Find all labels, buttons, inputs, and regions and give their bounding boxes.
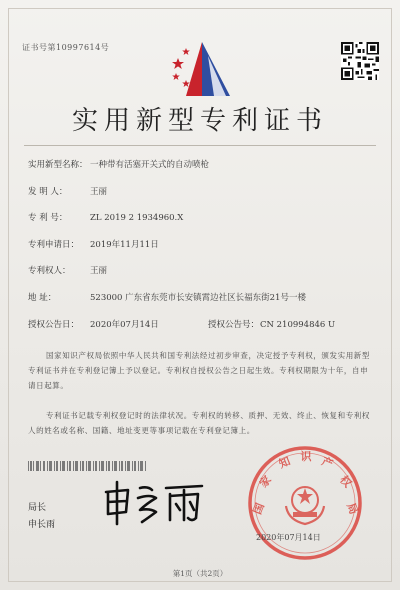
patent-number-value: ZL 2019 2 1934960.X xyxy=(90,213,184,223)
filing-date-row xyxy=(28,238,159,250)
patent-office-emblem-icon xyxy=(172,40,242,98)
certificate-title: 实用新型专利证书 xyxy=(71,106,328,136)
grant-date-label: 授权公告日： xyxy=(28,320,80,330)
svg-text:局: 局 xyxy=(344,501,361,517)
svg-text:识: 识 xyxy=(300,450,312,463)
address-value: 523000 广东省东莞市长安镇霄边社区长福东街21号一楼 xyxy=(90,293,306,303)
model-name-label: 实用新型名称： xyxy=(28,160,88,170)
filing-date-value: 2019年11月11日 xyxy=(90,240,159,250)
holder-row xyxy=(28,264,107,276)
grant-number-row xyxy=(208,318,335,330)
inventor-value: 王丽 xyxy=(90,187,108,197)
model-name-row xyxy=(28,158,209,170)
official-seal-icon xyxy=(246,444,364,562)
seal-date: 2020年07月14日 xyxy=(256,533,321,542)
barcode-strip xyxy=(28,461,148,471)
qr-code-icon xyxy=(341,42,379,80)
address-row xyxy=(28,291,306,303)
svg-text:权: 权 xyxy=(337,473,355,491)
address-label: 地 址： xyxy=(28,293,57,303)
svg-text:产: 产 xyxy=(319,454,335,471)
filing-date-label: 专利申请日： xyxy=(28,240,80,250)
svg-text:知: 知 xyxy=(277,454,293,471)
holder-label: 专利权人： xyxy=(28,266,71,276)
inventor-row xyxy=(28,185,107,197)
handwritten-signature-icon xyxy=(100,478,210,528)
page-number: 第1页（共2页） xyxy=(172,569,228,578)
model-name-value: 一种带有活塞开关式的自动喷枪 xyxy=(90,160,210,170)
grant-statement-paragraph: 国家知识产权局依照中华人民共和国专利法经过初步审查，决定授予专利权，颁发实用新型专利证书并在专利登记簿上予以登记。专利权自授权公告之日起生效。专利权期限为十年，自申请日起算。 xyxy=(28,351,370,390)
svg-text:家: 家 xyxy=(256,473,274,491)
grant-number-value: CN 210994846 U xyxy=(260,320,336,330)
signatory-role: 局长 xyxy=(28,503,47,513)
inventor-label: 发 明 人： xyxy=(28,187,68,197)
grant-date-value: 2020年07月14日 xyxy=(90,320,159,330)
grant-number-label: 授权公告号： xyxy=(208,320,260,330)
svg-text:国: 国 xyxy=(250,501,267,517)
legal-status-paragraph: 专利证书记载专利权登记时的法律状况。专利权的转移、质押、无效、终止、恢复和专利权人的姓名或名称、国籍、地址变更等事项记载在专利登记簿上。 xyxy=(28,411,370,435)
holder-value: 王丽 xyxy=(90,266,108,276)
title-divider xyxy=(24,145,376,146)
patent-number-label: 专 利 号： xyxy=(28,213,68,223)
patent-number-row xyxy=(28,211,183,223)
certificate-number: 证书号第10997614号 xyxy=(22,43,110,52)
grant-date-row xyxy=(28,318,159,330)
signatory-name: 申长雨 xyxy=(28,520,56,530)
